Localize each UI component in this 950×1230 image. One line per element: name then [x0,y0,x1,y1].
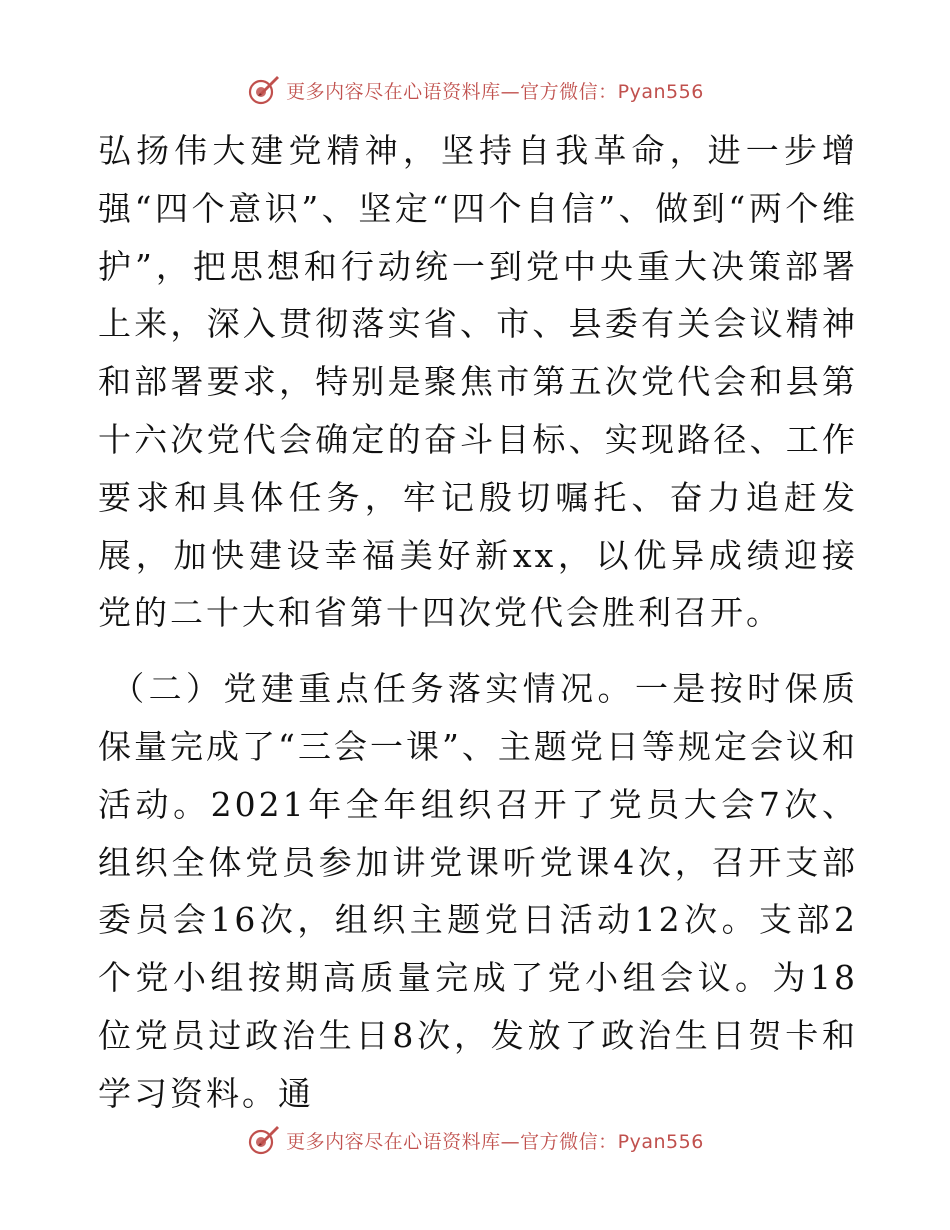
quill-pen-seal-icon [246,73,280,107]
header-watermark [0,70,950,110]
body-paragraph-2: （二）党建重点任务落实情况。一是按时保质保量完成了“三会一课”、主题党日等规定会议和活动。2021年全年组织召开了党员大会7次、组织全体党员参加讲党课听党课4次，召开支部委员会16次，组织主题党日活动12次。支部2个党小组按期高质量完成了党小组会议。为18位党员过政治生日8次，发放了政治生日贺卡和学习资料。通 [98,669,858,1113]
footer-watermark [0,1120,950,1160]
document-body [98,122,858,1123]
body-paragraph-1: 弘扬伟大建党精神，坚持自我革命，进一步增强“四个意识”、坚定“四个自信”、做到“两个维护”，把思想和行动统一到党中央重大决策部署上来，深入贯彻落实省、市、县委有关会议精神和部署要求，特别是聚焦市第五次党代会和县第十六次党代会确定的奋斗目标、实现路径、工作要求和具体任务，牢记殷切嘱托、奋力追赶发展，加快建设幸福美好新xx，以优异成绩迎接党的二十大和省第十四次党代会胜利召开。 [98,131,858,633]
quill-pen-seal-icon [246,1123,280,1157]
header-watermark-text: 更多内容尽在心语资料库—官方微信：Pyan556 [286,80,704,103]
footer-watermark-text: 更多内容尽在心语资料库—官方微信：Pyan556 [286,1130,704,1153]
